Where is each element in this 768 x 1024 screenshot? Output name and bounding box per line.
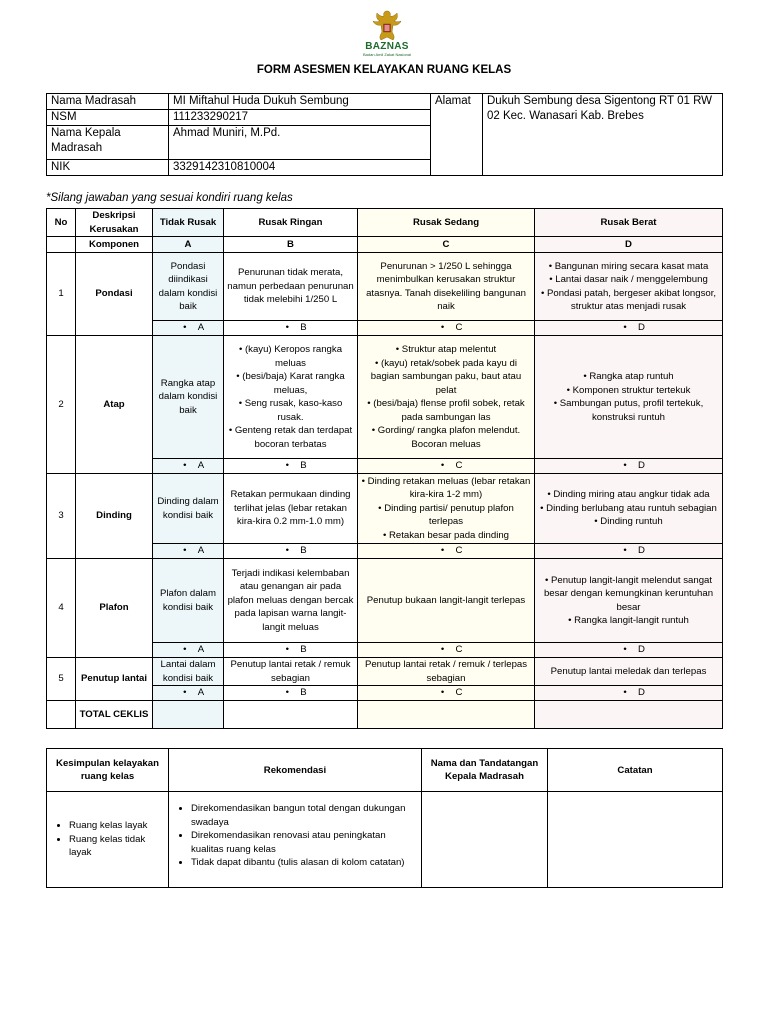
option-c[interactable] [358,686,535,701]
label-nsm: NSM [47,110,169,126]
kesimpulan-list [51,819,164,860]
value-nik: 3329142310810004 [169,160,431,176]
option-a[interactable] [153,544,224,559]
option-d[interactable] [535,321,723,336]
option-b[interactable] [224,321,358,336]
option-label: B [300,545,307,557]
row-desc-b: Penurunan tidak merata, namun perbedaan penurunan tidak melebihi 1/250 L [224,253,358,321]
option-label: C [455,545,463,557]
option-d[interactable] [535,544,723,559]
row-komponen: Atap [76,336,153,474]
summary-header-kesimpulan: Kesimpulan kelayakan ruang kelas [47,749,169,792]
row-desc-a: Plafon dalam kondisi baik [153,559,224,643]
bullet-icon: • [183,644,187,656]
label-nik: NIK [47,160,169,176]
row-number: 5 [47,658,76,701]
option-a[interactable] [153,321,224,336]
page-title: FORM ASESMEN KELAYAKAN RUANG KELAS [256,64,512,76]
bullet-icon: • [183,322,187,334]
list-item[interactable]: • Tidak dapat dibantu (tulis alasan di kolom catatan) [191,856,417,870]
row-desc-d: • Penutup langit-langit melendut sangat besar dengan kemungkinan keruntuhan besar • Rangka langit-langit runtuh [535,559,723,643]
option-label: A [197,460,205,472]
summary-header-rekomendasi: Rekomendasi [169,749,422,792]
option-label: D [638,644,645,656]
option-label: B [300,687,307,699]
option-label: B [300,644,307,656]
option-b[interactable] [224,459,358,474]
header-rusak-berat: Rusak Berat [535,209,723,237]
row-number: 2 [47,336,76,474]
option-b[interactable] [224,544,358,559]
row-desc-a: Dinding dalam kondisi baik [153,474,224,544]
list-item[interactable]: • Ruang kelas layak [69,819,164,833]
bullet-icon: • [285,460,289,472]
bullet-icon: • [623,460,627,472]
signature-area[interactable] [422,792,548,888]
bullet-icon: • [623,644,627,656]
header-col-c: C [358,237,535,253]
total-a[interactable] [153,701,224,729]
table-row [47,474,723,544]
row-desc-a: Rangka atap dalam kondisi baik [153,336,224,459]
bullet-icon: • [183,460,187,472]
total-d[interactable] [535,701,723,729]
row-number: 1 [47,253,76,336]
option-c[interactable] [358,544,535,559]
option-a[interactable] [153,459,224,474]
row-komponen: Plafon [76,559,153,658]
header-col-b: B [224,237,358,253]
option-label: C [455,460,463,472]
header-rusak-sedang: Rusak Sedang [358,209,535,237]
header-no: No [47,209,76,237]
baznas-logo [358,8,416,62]
row-komponen: Pondasi [76,253,153,336]
option-label: A [197,687,205,699]
option-d[interactable] [535,686,723,701]
total-blank [47,701,76,729]
header-deskripsi: Deskripsi Kerusakan [76,209,153,237]
option-label: C [455,644,463,656]
row-desc-c: Penutup bukaan langit-langit terlepas [358,559,535,643]
row-desc-c: • Struktur atap melentut • (kayu) retak/sobek pada kayu di bagian sambungan paku, baut atau pelat • (besi/baja) flense profil sobek, retak pada sambungan las • Gording/ rangka plafon melendut. Bocoran meluas [358,336,535,459]
bullet-icon: • [285,687,289,699]
rekomendasi-list [173,802,417,870]
summary-header-tandatangan: Nama dan Tandatangan Kepala Madrasah [422,749,548,792]
row-desc-c: • Dinding retakan meluas (lebar retakan kira-kira 1-2 mm) • Dinding partisi/ penutup plafon terlepas • Retakan besar pada dinding [358,474,535,544]
row-desc-d: Penutup lantai meledak dan terlepas [535,658,723,686]
value-alamat: Dukuh Sembung desa Sigentong RT 01 RW 02 Kec. Wanasari Kab. Brebes [483,94,723,176]
row-desc-b: Terjadi indikasi kelembaban atau genangan air pada plafon meluas dengan bercak pada lapisan warna langit-langit meluas [224,559,358,643]
option-d[interactable] [535,643,723,658]
header-col-a: A [153,237,224,253]
option-b[interactable] [224,686,358,701]
row-number: 3 [47,474,76,559]
option-label: C [455,322,463,334]
bullet-icon: • [285,322,289,334]
row-desc-b: • (kayu) Keropos rangka meluas • (besi/baja) Karat rangka meluas, • Seng rusak, kaso-kaso rusak. • Genteng retak dan terdapat bocoran terbatas [224,336,358,459]
table-row [47,253,723,321]
bullet-icon: • [440,460,445,472]
bullet-icon: • [440,687,445,699]
row-desc-d: • Bangunan miring secara kasat mata • Lantai dasar naik / menggelembung • Pondasi patah, bergeser akibat longsor, struktur atas menjadi rusak [535,253,723,321]
row-desc-b: Retakan permukaan dinding terlihat jelas (lebar retakan kira-kira 0.2 mm-1.0 mm) [224,474,358,544]
summary-table [46,748,723,888]
row-desc-c: Penurunan > 1/250 L sehingga menimbulkan kerusakan struktur atasnya. Tanah disekeliling bangunan naik [358,253,535,321]
list-item[interactable]: • Ruang kelas tidak layak [69,833,164,860]
option-label: D [638,322,645,334]
header-rusak-ringan: Rusak Ringan [224,209,358,237]
label-alamat: Alamat [431,94,483,176]
option-label: D [638,460,645,472]
row-komponen: Penutup lantai [76,658,153,701]
bullet-icon: • [183,687,187,699]
catatan-area[interactable] [548,792,723,888]
total-b[interactable] [224,701,358,729]
row-desc-d: • Dinding miring atau angkur tidak ada • Dinding berlubang atau runtuh sebagian • Dinding runtuh [535,474,723,544]
option-label: C [455,687,463,699]
list-item[interactable]: • Direkomendasikan bangun total dengan dukungan swadaya [191,802,417,829]
row-komponen: Dinding [76,474,153,559]
value-kepala-madrasah: Ahmad Muniri, M.Pd. [169,126,431,160]
option-d[interactable] [535,459,723,474]
value-nama-madrasah: MI Miftahul Huda Dukuh Sembung [169,94,431,110]
row-desc-c: Penutup lantai retak / remuk / terlepas sebagian [358,658,535,686]
row-desc-a: Pondasi diindikasi dalam kondisi baik [153,253,224,321]
bullet-icon: • [623,687,627,699]
bullet-icon: • [623,545,627,557]
row-desc-d: • Rangka atap runtuh • Komponen struktur tertekuk • Sambungan putus, profil tertekuk, konstruksi runtuh [535,336,723,459]
option-c[interactable] [358,643,535,658]
total-ceklis-label: TOTAL CEKLIS [76,701,153,729]
option-label: B [300,322,307,334]
identity-table [46,93,723,176]
bullet-icon: • [440,644,445,656]
option-b[interactable] [224,643,358,658]
bullet-icon: • [623,322,627,334]
option-c[interactable] [358,459,535,474]
assessment-table [46,208,723,729]
table-row [47,658,723,686]
label-nama-madrasah: Nama Madrasah [47,94,169,110]
option-label: D [638,545,645,557]
row-desc-a: Lantai dalam kondisi baik [153,658,224,686]
header-blank [47,237,76,253]
option-label: D [638,687,645,699]
bullet-icon: • [285,644,289,656]
table-row [47,559,723,643]
total-c[interactable] [358,701,535,729]
value-nsm: 111233290217 [169,110,431,126]
bullet-icon: • [440,545,445,557]
option-label: A [197,545,205,557]
bullet-icon: • [183,545,187,557]
brand-tagline: Badan Amil Zakat Nasional [362,52,412,57]
header-col-d: D [535,237,723,253]
list-item[interactable]: • Direkomendasikan renovasi atau peningkatan kualitas ruang kelas [191,829,417,856]
garuda-emblem-icon [369,8,405,42]
option-a[interactable] [153,686,224,701]
header-tidak-rusak: Tidak Rusak [153,209,224,237]
option-a[interactable] [153,643,224,658]
bullet-icon: • [285,545,289,557]
bullet-icon: • [440,322,445,334]
header-komponen: Komponen [76,237,153,253]
option-label: B [300,460,307,472]
option-label: A [197,322,205,334]
option-label: A [197,644,205,656]
row-desc-b: Penutup lantai retak / remuk sebagian [224,658,358,686]
row-number: 4 [47,559,76,658]
option-c[interactable] [358,321,535,336]
label-kepala-madrasah: Nama Kepala Madrasah [47,126,169,160]
table-row [47,336,723,459]
instruction-note: *Silang jawaban yang sesuai kondiri ruang kelas [46,192,293,204]
summary-header-catatan: Catatan [548,749,723,792]
brand-name: BAZNAS [365,41,409,52]
